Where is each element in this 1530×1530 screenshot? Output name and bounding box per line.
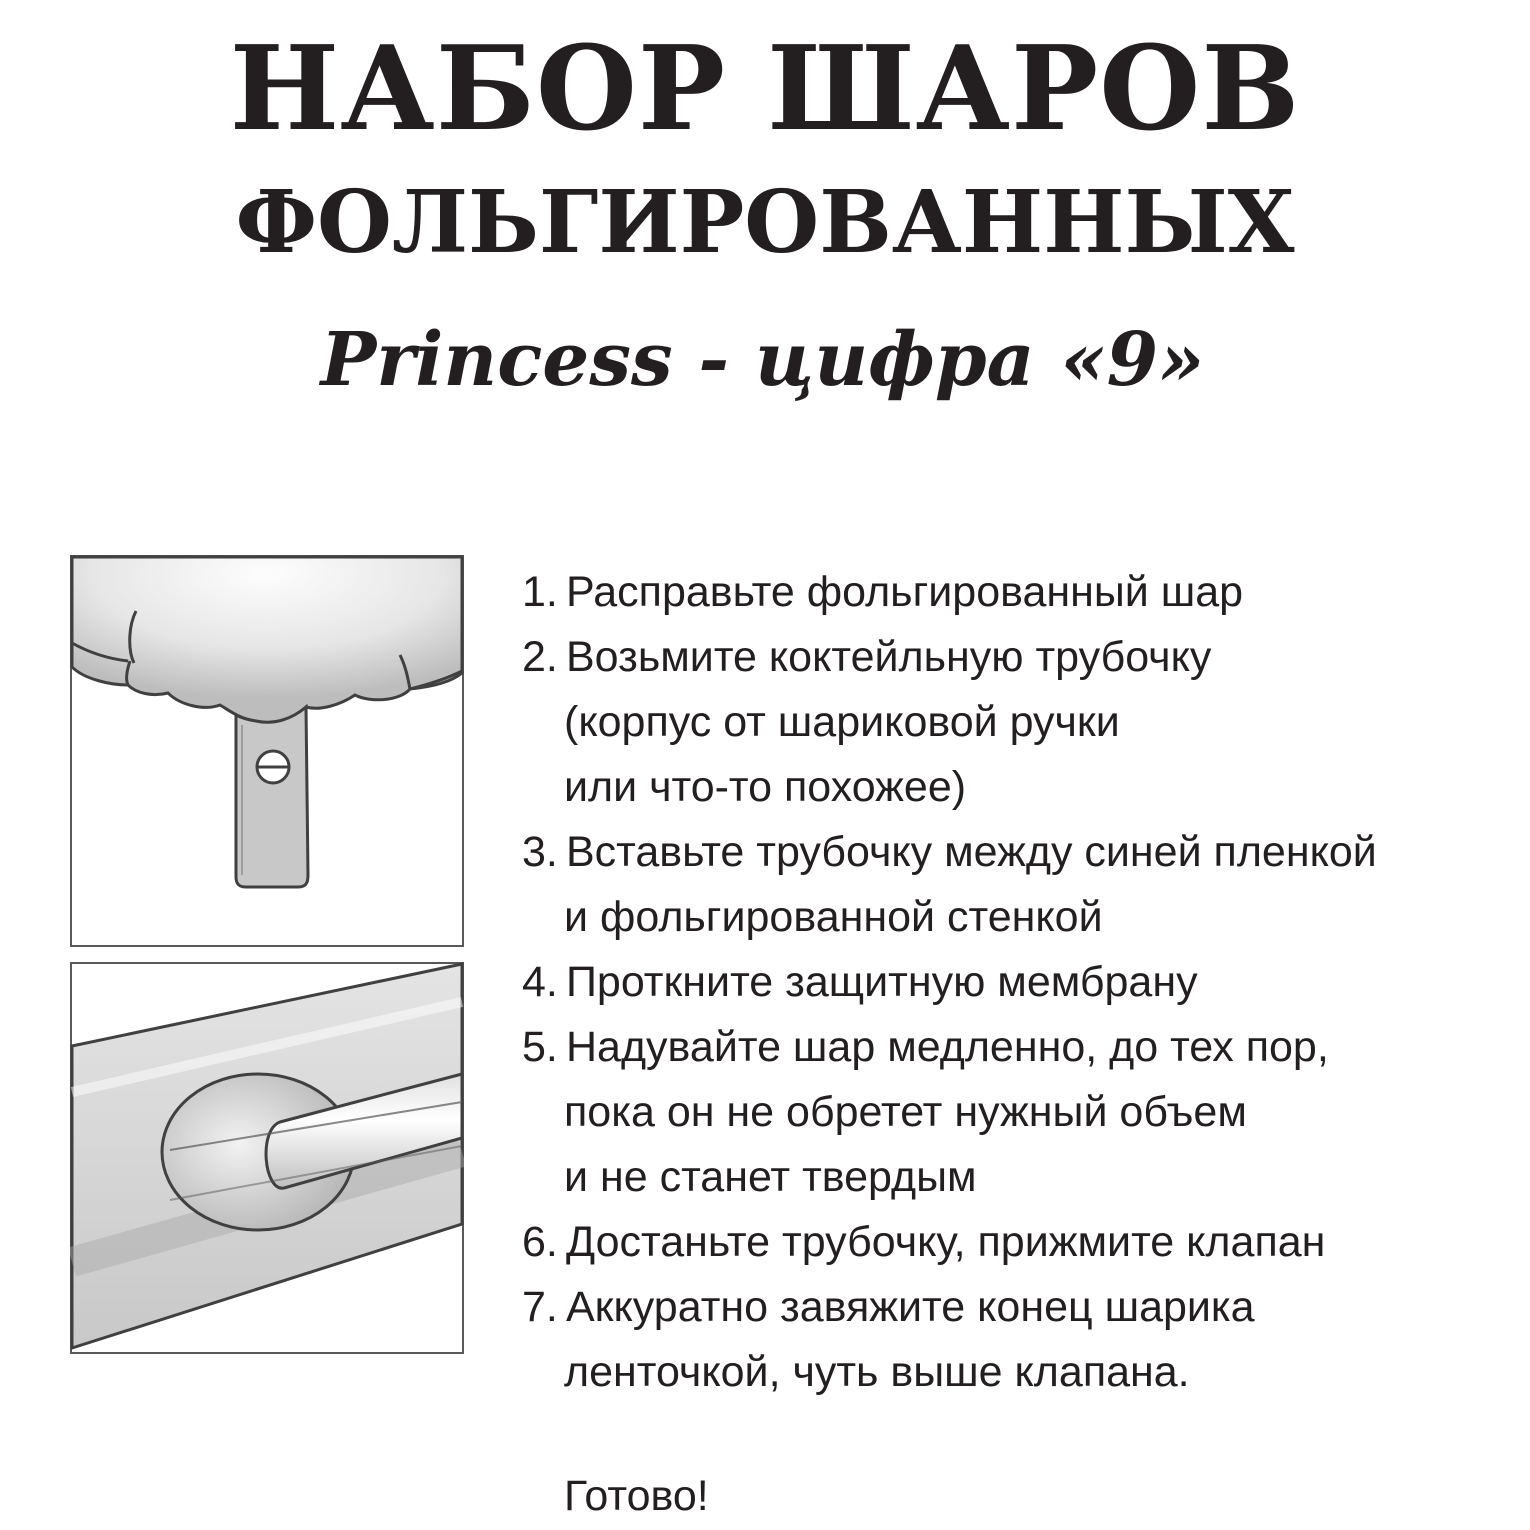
done-text: Готово!: [564, 1472, 709, 1520]
instruction-step-1: [522, 560, 1522, 625]
instruction-step-2: [522, 625, 1522, 820]
step-text-continued: (корпус от шариковой ручки: [564, 698, 1120, 746]
instruction-step-5: [522, 1015, 1522, 1210]
step-text: Вставьте трубочку между синей пленкой: [566, 828, 1377, 876]
step-text: Достаньте трубочку, прижмите клапан: [566, 1218, 1326, 1266]
step-number: 6.: [522, 1218, 558, 1266]
step-text: Расправьте фольгированный шар: [566, 568, 1244, 616]
balloon-valve-icon: [70, 555, 464, 947]
step-number: 3.: [522, 828, 558, 876]
step-number: 2.: [522, 633, 558, 681]
step-text: Возьмите коктейльную трубочку: [566, 633, 1212, 681]
step-number: 5.: [522, 1023, 558, 1071]
instruction-step-6: [522, 1210, 1522, 1275]
step-text: Аккуратно завяжите конец шарика: [566, 1283, 1255, 1331]
instructions-list: [522, 560, 1522, 1405]
page-title: НАБОР ШАРОВ: [229, 21, 1301, 157]
step-text-continued: или что-то похожее): [564, 763, 967, 811]
straw-in-valve-icon: [70, 962, 464, 1354]
step-text-continued: и фольгированной стенкой: [564, 893, 1103, 941]
page-title-line2: ФОЛЬГИРОВАННЫХ: [235, 172, 1295, 273]
step-text-continued: ленточкой, чуть выше клапана.: [564, 1348, 1190, 1396]
instruction-step-3: [522, 820, 1522, 950]
step-text-continued: пока он не обретет нужный объем: [564, 1088, 1247, 1136]
step-text-continued: и не станет твердым: [564, 1153, 977, 1201]
step-text: Надувайте шар медленно, до тех пор,: [566, 1023, 1329, 1071]
page-subtitle: Princess - цифра «9»: [320, 317, 1205, 403]
step-number: 7.: [522, 1283, 558, 1331]
step-number: 1.: [522, 568, 558, 616]
instruction-step-4: [522, 950, 1522, 1015]
step-number: 4.: [522, 958, 558, 1006]
step-text: Проткните защитную мембрану: [566, 958, 1198, 1006]
instruction-step-7: [522, 1275, 1522, 1405]
